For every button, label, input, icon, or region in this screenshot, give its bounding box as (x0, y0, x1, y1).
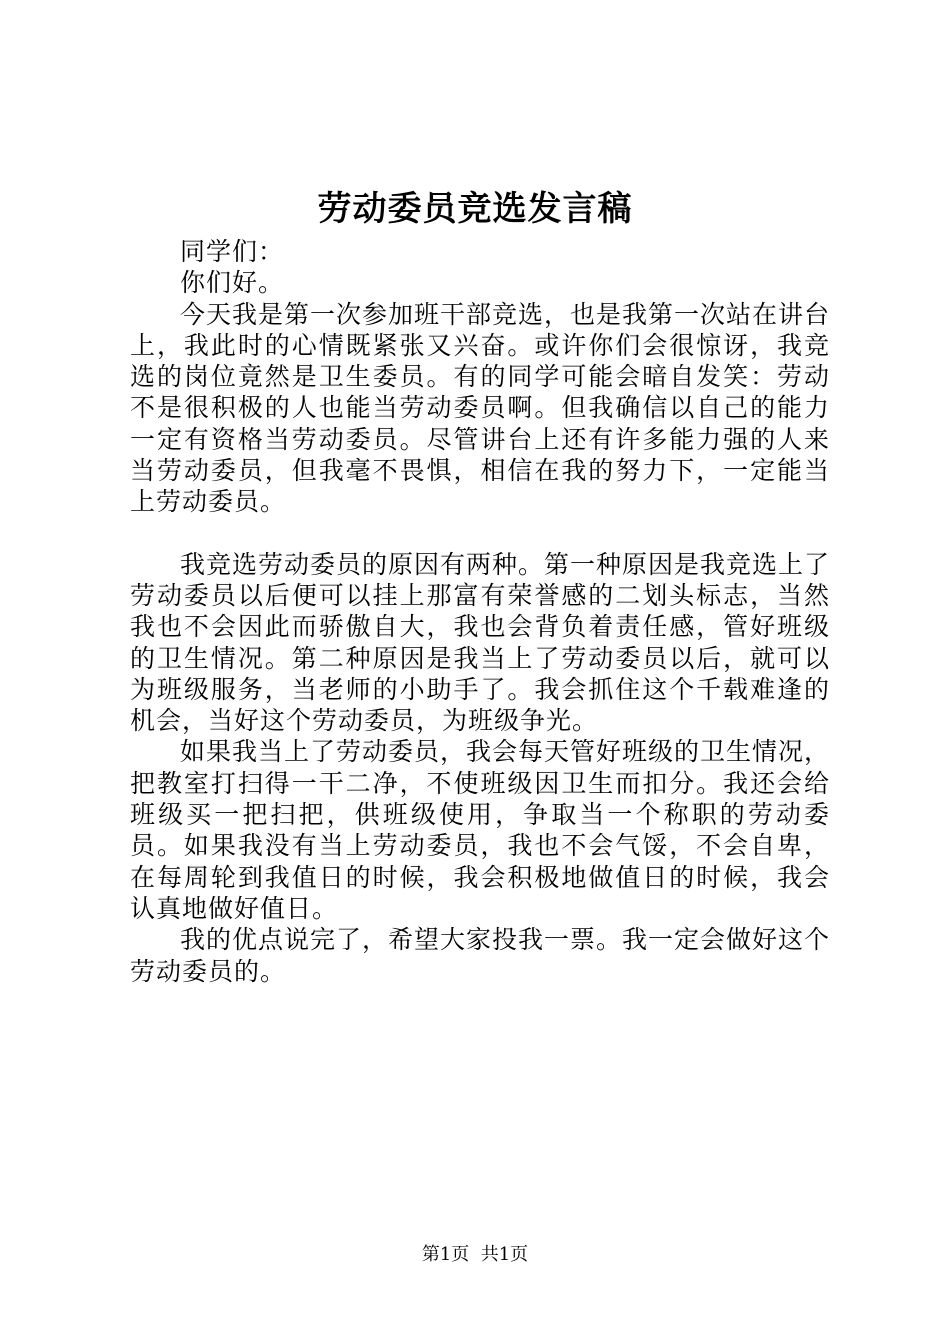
document-title: 劳动委员竞选发言稿 (317, 189, 633, 229)
page-number: 第1页 共1页 (421, 1244, 529, 1265)
paragraph-hello: 你们好。 (180, 268, 285, 298)
paragraph-intro: 今天我是第一次参加班干部竞选，也是我第一次站在讲台上，我此时的心情既紧张又兴奋。或许你们会很惊讶，我竞选的岗位竟然是卫生委员。有的同学可能会暗自发笑：劳动不是很积极的人也能当劳动委员啊。但我确信以自己的能力一定有资格当劳动委员。尽管讲台上还有许多能力强的人来当劳动委员，但我毫不畏惧，相信在我的努力下，一定能当上劳动委员。 (130, 299, 831, 517)
page-footer (0, 1243, 950, 1267)
document-body (130, 236, 830, 987)
paragraph-reasons: 我竞选劳动委员的原因有两种。第一种原因是我竞选上了劳动委员以后便可以挂上那富有荣誉感的二划头标志，当然我也不会因此而骄傲自大，我也会背负着责任感，管好班级的卫生情况。第二种原因是我当上了劳动委员以后，就可以为班级服务，当老师的小助手了。我会抓住这个千载难逢的机会，当好这个劳动委员，为班级争光。 (130, 549, 831, 736)
paragraph-closing: 我的优点说完了，希望大家投我一票。我一定会做好这个劳动委员的。 (130, 925, 831, 986)
paragraph-plans: 如果我当上了劳动委员，我会每天管好班级的卫生情况，把教室打扫得一干二净，不使班级因卫生而扣分。我还会给班级买一把扫把，供班级使用，争取当一个称职的劳动委员。如果我没有当上劳动委员，我也不会气馁，不会自卑，在每周轮到我值日的时候，我会积极地做值日的时候，我会认真地做好值日。 (130, 737, 831, 923)
paragraph-greeting: 同学们： (180, 237, 285, 266)
